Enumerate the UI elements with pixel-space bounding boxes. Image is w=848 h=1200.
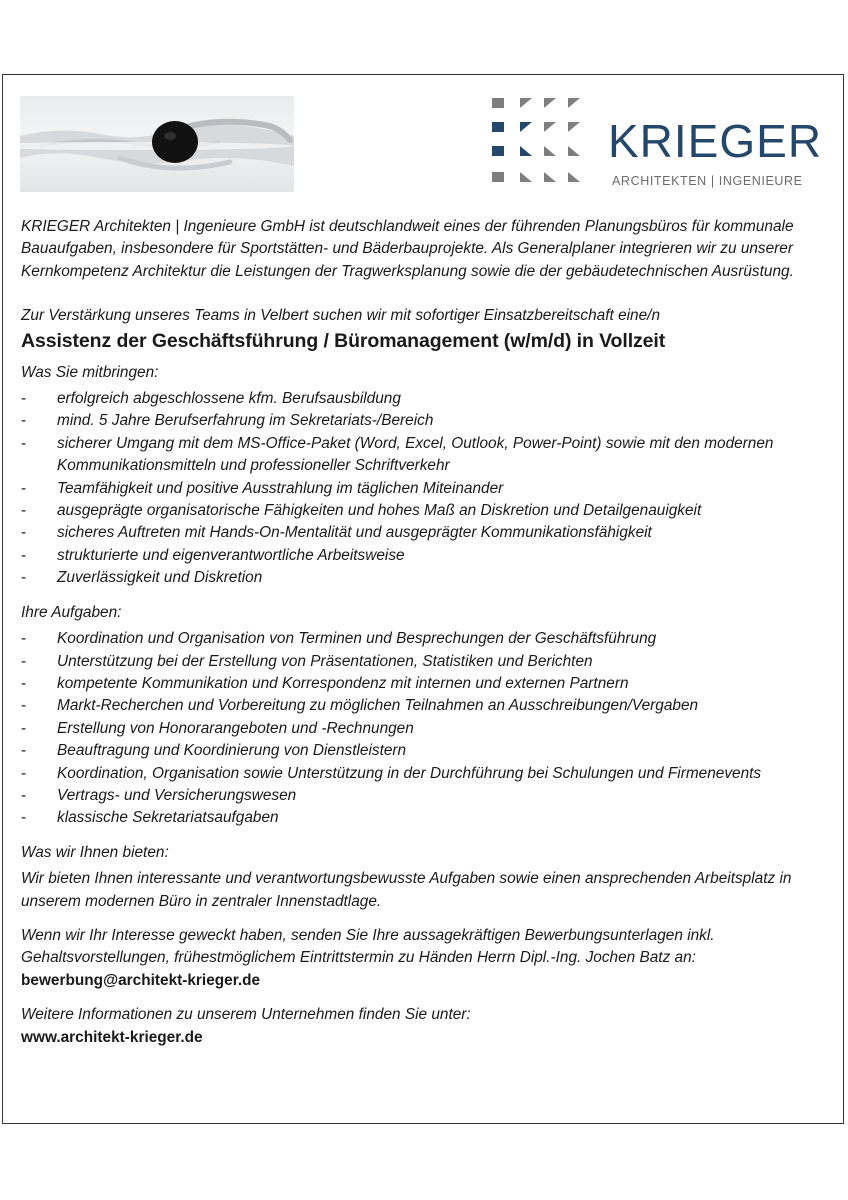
- list-item: - Zuverlässigkeit und Diskretion: [21, 569, 263, 587]
- requirements-list: [21, 388, 831, 590]
- list-item: - Erstellung von Honorarangeboten und -Rechnungen: [21, 719, 414, 737]
- logo-mark-icon: [490, 96, 600, 194]
- list-item: - sicherer Umgang mit dem MS-Office-Paket (Word, Excel, Outlook, Power-Point) sowie mit den modernen Kommunikationsmitteln und professioneller Schriftverkehr: [21, 434, 774, 475]
- list-item: - Teamfähigkeit und positive Ausstrahlung im täglichen Miteinander: [21, 479, 504, 497]
- search-line: Zur Verstärkung unseres Teams in Velbert suchen wir mit sofortiger Einsatzbereitschaft eine/n: [21, 307, 661, 325]
- list-item: - sicheres Auftreten mit Hands-On-Mentalität und ausgeprägter Kommunikationsfähigkeit: [21, 524, 652, 542]
- apply-email-link[interactable]: bewerbung@architekt-krieger.de: [21, 971, 261, 989]
- list-item: - klassische Sekretariatsaufgaben: [21, 809, 279, 827]
- logo-tagline: ARCHITEKTEN | INGENIEURE: [612, 174, 803, 188]
- tasks-list: [21, 628, 831, 830]
- list-item: - kompetente Kommunikation und Korrespondenz mit internen und externen Partnern: [21, 674, 629, 692]
- list-item: - mind. 5 Jahre Berufserfahrung im Sekretariats-/Bereich: [21, 412, 434, 430]
- apply-text: Wenn wir Ihr Interesse geweckt haben, senden Sie Ihre aussagekräftigen Bewerbungsunterlagen inkl. Gehaltsvorstellungen, frühestmöglichem Eintrittstermin zu Händen Herrn Dipl.-Ing. Jochen Batz an:: [21, 926, 715, 967]
- logo-wordmark: KRIEGER: [608, 115, 823, 167]
- tasks-heading: Ihre Aufgaben:: [21, 603, 122, 621]
- company-logo: [490, 96, 835, 194]
- list-item: - strukturierte und eigenverantwortliche Arbeitsweise: [21, 546, 405, 564]
- list-item: - erfolgreich abgeschlossene kfm. Berufsausbildung: [21, 390, 401, 408]
- list-item: - Markt-Recherchen und Vorbereitung zu möglichen Teilnahmen an Ausschreibungen/Vergaben: [21, 697, 699, 715]
- company-intro: KRIEGER Architekten | Ingenieure GmbH ist deutschlandweit eines der führenden Planungsbüros für kommunale Bauaufgaben, insbesondere für Sportstätten- und Bäderbauprojekte. Als Generalplaner integrieren wir zu unserer Kernkompetenz Architektur die Leistungen der Tragwerksplanung sowie die der gebäudetechnischen Ausrüstung.: [21, 218, 794, 280]
- list-item: - Unterstützung bei der Erstellung von Präsentationen, Statistiken und Berichten: [21, 652, 593, 670]
- ad-body: [21, 216, 831, 1049]
- more-info-text: Weitere Informationen zu unserem Unternehmen finden Sie unter:: [21, 1006, 471, 1024]
- swimmer-image: [20, 96, 294, 192]
- offer-text: Wir bieten Ihnen interessante und verantwortungsbewusste Aufgaben sowie einen ansprechenden Arbeitsplatz in unserem modernen Büro in zentraler Innenstadtlage.: [21, 870, 792, 910]
- list-item: - ausgeprägte organisatorische Fähigkeiten und hohes Maß an Diskretion und Detailgenauigkeit: [21, 502, 702, 520]
- website-link[interactable]: www.architekt-krieger.de: [21, 1028, 203, 1046]
- list-item: - Vertrags- und Versicherungswesen: [21, 786, 297, 804]
- job-title: Assistenz der Geschäftsführung / Büromanagement (w/m/d) in Vollzeit: [21, 329, 666, 352]
- requirements-heading: Was Sie mitbringen:: [21, 363, 159, 381]
- list-item: - Koordination und Organisation von Terminen und Besprechungen der Geschäftsführung: [21, 630, 657, 648]
- list-item: - Beauftragung und Koordinierung von Dienstleistern: [21, 742, 407, 760]
- list-item: - Koordination, Organisation sowie Unterstützung in der Durchführung bei Schulungen und Firmenevents: [21, 764, 762, 782]
- offer-heading: Was wir Ihnen bieten:: [21, 843, 169, 861]
